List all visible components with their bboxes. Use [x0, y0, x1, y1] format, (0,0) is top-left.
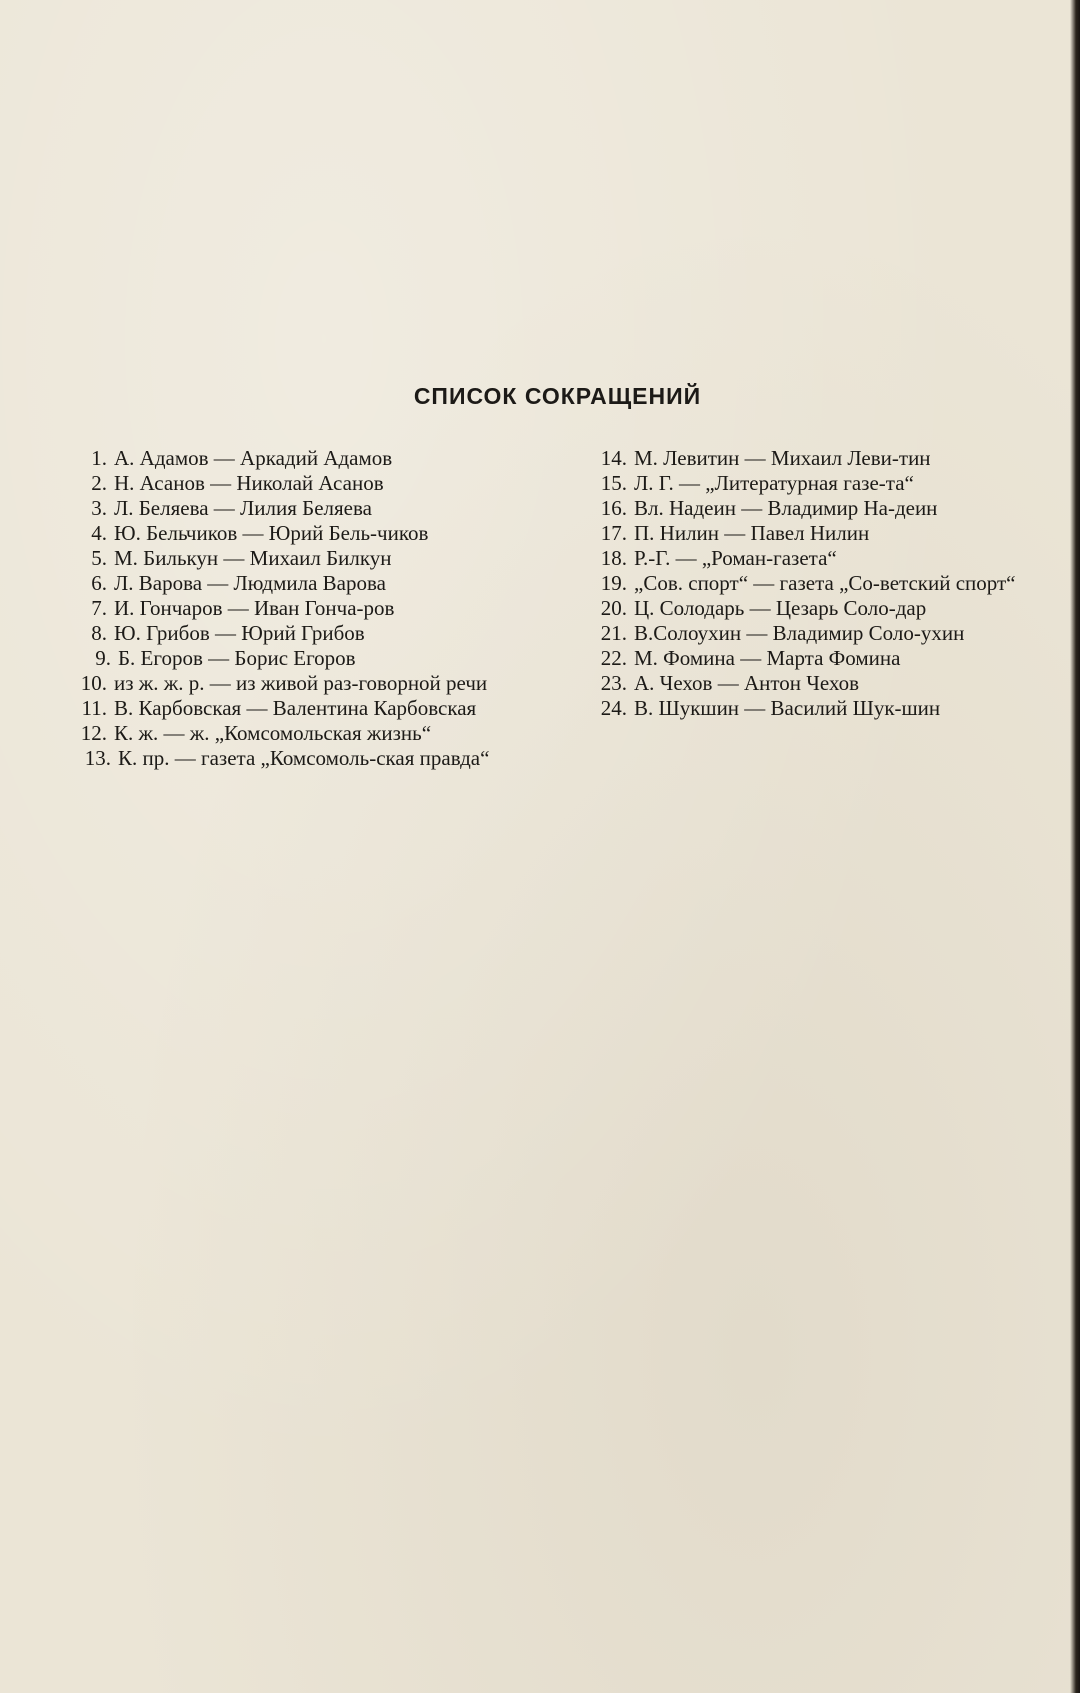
entry-number: 8. [91, 621, 107, 645]
entry-text: В.Солоухин — Владимир Соло-ухин [634, 621, 965, 645]
abbreviation-entry [592, 446, 1020, 471]
page-binding-edge [1070, 0, 1080, 1693]
abbreviation-entry [78, 596, 494, 621]
entry-text: Н. Асанов — Николай Асанов [114, 471, 384, 495]
entry-text: А. Адамов — Аркадий Адамов [114, 446, 393, 470]
entry-number: 6. [91, 571, 107, 595]
abbreviation-entry [592, 496, 1020, 521]
entry-text: М. Фомина — Марта Фомина [634, 646, 901, 670]
entry-text: из ж. ж. р. — из живой раз-говорной речи [114, 671, 488, 695]
entry-number: 13. [84, 746, 111, 770]
entry-number: 1. [91, 446, 107, 470]
entry-number: 23. [600, 671, 627, 695]
entry-text: Л. Беляева — Лилия Беляева [114, 496, 372, 520]
abbreviation-entry [592, 596, 1020, 621]
entry-text: В. Карбовская — Валентина Карбовская [114, 696, 477, 720]
entry-text: Ю. Грибов — Юрий Грибов [114, 621, 365, 645]
abbreviation-entry [592, 671, 1020, 696]
entry-number: 20. [600, 596, 627, 620]
entry-number: 24. [600, 696, 627, 720]
entry-text: Вл. Надеин — Владимир На-деин [634, 496, 938, 520]
abbreviations-left-column [78, 446, 494, 771]
abbreviation-entry [592, 646, 1020, 671]
entry-text: Ю. Бельчиков — Юрий Бель-чиков [114, 521, 429, 545]
entry-text: П. Нилин — Павел Нилин [634, 521, 870, 545]
entry-text: Л. Г. — „Литературная газе-та“ [634, 471, 914, 495]
entry-number: 2. [91, 471, 107, 495]
abbreviation-entry [592, 546, 1020, 571]
abbreviation-entry [78, 446, 494, 471]
entry-text: М. Левитин — Михаил Леви-тин [634, 446, 931, 470]
entry-text: А. Чехов — Антон Чехов [634, 671, 860, 695]
entry-text: М. Билькун — Михаил Билкун [114, 546, 392, 570]
entry-number: 18. [600, 546, 627, 570]
entry-number: 14. [600, 446, 627, 470]
entry-text: „Сов. спорт“ — газета „Со-ветский спорт“ [634, 571, 1016, 595]
abbreviation-entry [78, 696, 494, 721]
abbreviation-entry [78, 571, 494, 596]
abbreviation-entry [78, 521, 494, 546]
abbreviation-entry [78, 746, 494, 771]
entry-text: Б. Егоров — Борис Егоров [118, 646, 356, 670]
entry-number: 22. [600, 646, 627, 670]
entry-number: 10. [80, 671, 107, 695]
abbreviation-entry [592, 471, 1020, 496]
abbreviation-entry [78, 471, 494, 496]
abbreviation-entry [78, 496, 494, 521]
abbreviation-entry [592, 571, 1020, 596]
entry-text: В. Шукшин — Василий Шук-шин [634, 696, 941, 720]
abbreviation-entry [78, 721, 494, 746]
entry-number: 7. [91, 596, 107, 620]
entry-number: 12. [80, 721, 107, 745]
entry-number: 17. [600, 521, 627, 545]
entry-number: 3. [91, 496, 107, 520]
entry-text: Ц. Солодарь — Цезарь Соло-дар [634, 596, 927, 620]
entry-number: 21. [600, 621, 627, 645]
page-title: СПИСОК СОКРАЩЕНИЙ [413, 383, 702, 409]
abbreviation-entry [78, 546, 494, 571]
abbreviation-entry [78, 621, 494, 646]
entry-number: 5. [91, 546, 107, 570]
entry-text: И. Гончаров — Иван Гонча-ров [114, 596, 395, 620]
entry-text: К. ж. — ж. „Комсомольская жизнь“ [114, 721, 432, 745]
abbreviations-right-column [592, 446, 1020, 721]
entry-number: 4. [91, 521, 107, 545]
abbreviation-entry [592, 621, 1020, 646]
entry-number: 16. [600, 496, 627, 520]
entry-number: 9. [95, 646, 111, 670]
entry-text: Л. Варова — Людмила Варова [114, 571, 386, 595]
abbreviation-entry [592, 696, 1020, 721]
entry-text: К. пр. — газета „Комсомоль-ская правда“ [118, 746, 490, 770]
abbreviation-entry [592, 521, 1020, 546]
entry-number: 19. [600, 571, 627, 595]
entry-text: Р.-Г. — „Роман-газета“ [634, 546, 837, 570]
abbreviation-entry [78, 646, 494, 671]
entry-number: 11. [81, 696, 107, 720]
abbreviation-entry [78, 671, 494, 696]
entry-number: 15. [600, 471, 627, 495]
